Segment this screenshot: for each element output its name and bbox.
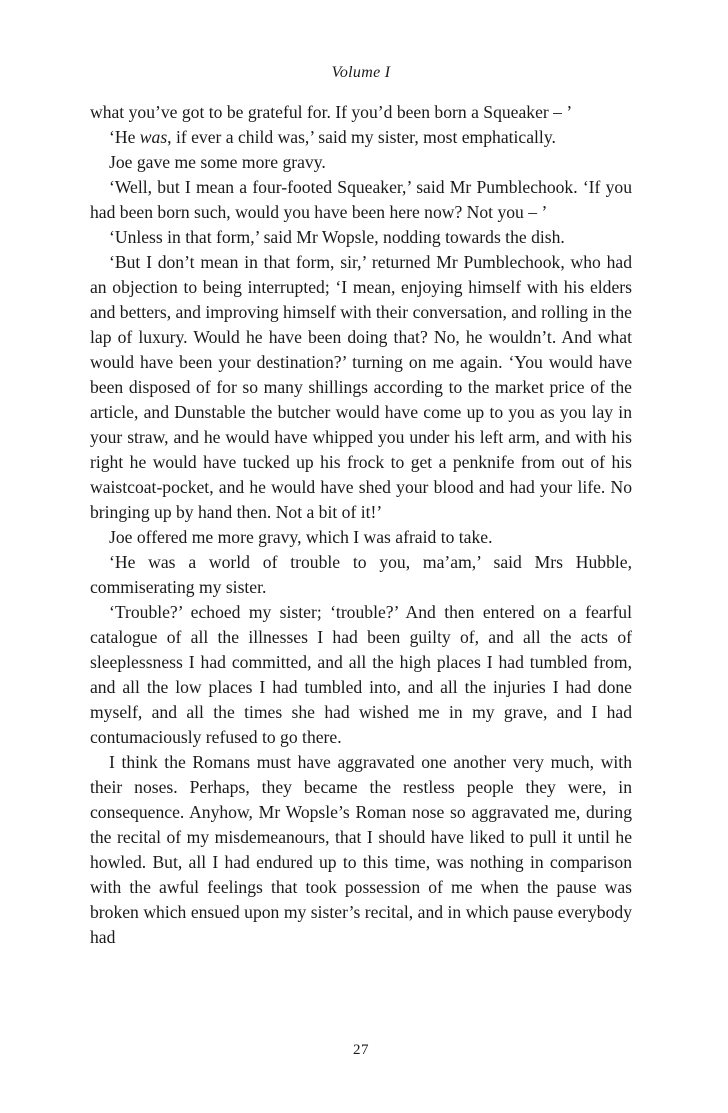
italic-run: was (139, 127, 168, 147)
text-run: ‘He (109, 127, 140, 147)
text-run: Joe gave me some more gravy. (109, 152, 326, 172)
text-run: ‘But I don’t mean in that form, sir,’ returned Mr Pumblechook, who had an objection to being interrupted; ‘I mean, enjoying himself with his elders and betters, and improving himself with their conversation, and rolling in the lap of luxury. Would he have been doing that? No, he wouldn’t. And what would have been your destination?’ turning on me again. ‘You would have been disposed of for so many shillings according to the market price of the article, and Dunstable the butcher would have come up to you as you lay in your straw, and he would have whipped you under his left arm, and with his right he would have tucked up his frock to get a penknife from out of his waistcoat-pocket, and he would have shed your blood and had your life. No bringing up by hand then. Not a bit of it!’ (90, 252, 632, 522)
book-page (90, 0, 632, 1113)
page-number: 27 (353, 1042, 369, 1058)
text-run: ‘Well, but I mean a four-footed Squeaker,’ said Mr Pumblechook. ‘If you had been born such, would you have been here now? Not you – ’ (90, 177, 632, 222)
paragraph (90, 250, 632, 525)
paragraph (90, 550, 632, 600)
text-run: ‘He was a world of trouble to you, ma’am,’ said Mrs Hubble, commiserating my sister. (90, 552, 632, 597)
paragraph (90, 150, 632, 175)
paragraph (90, 175, 632, 225)
paragraph (90, 100, 632, 125)
text-run: I think the Romans must have aggravated one another very much, with their noses. Perhaps, they became the restless people they were, in consequence. Anyhow, Mr Wopsle’s Roman nose so aggravated me, during the recital of my misdemeanours, that I should have liked to pull it until he howled. But, all I had endured up to this time, was nothing in comparison with the awful feelings that took possession of me when the pause was broken which ensued upon my sister’s recital, and in which pause everybody had (90, 752, 632, 947)
text-run: what you’ve got to be grateful for. If you’d been born a Squeaker – ’ (90, 102, 573, 122)
paragraph (90, 225, 632, 250)
text-run: ‘Trouble?’ echoed my sister; ‘trouble?’ And then entered on a fearful catalogue of all the illnesses I had been guilty of, and all the acts of sleeplessness I had committed, and all the high places I had tumbled from, and all the low places I had tumbled into, and all the injuries I had done myself, and all the times she had wished me in my grave, and I had contumaciously refused to go there. (90, 602, 632, 747)
text-run: ‘Unless in that form,’ said Mr Wopsle, nodding towards the dish. (109, 227, 565, 247)
text-run: , if ever a child was,’ said my sister, most emphatically. (167, 127, 556, 147)
text-run: Joe offered me more gravy, which I was afraid to take. (109, 527, 493, 547)
paragraph (90, 525, 632, 550)
paragraph (90, 125, 632, 150)
running-head: Volume I (331, 64, 391, 81)
paragraph (90, 600, 632, 750)
paragraph (90, 750, 632, 950)
body-text (90, 100, 632, 950)
